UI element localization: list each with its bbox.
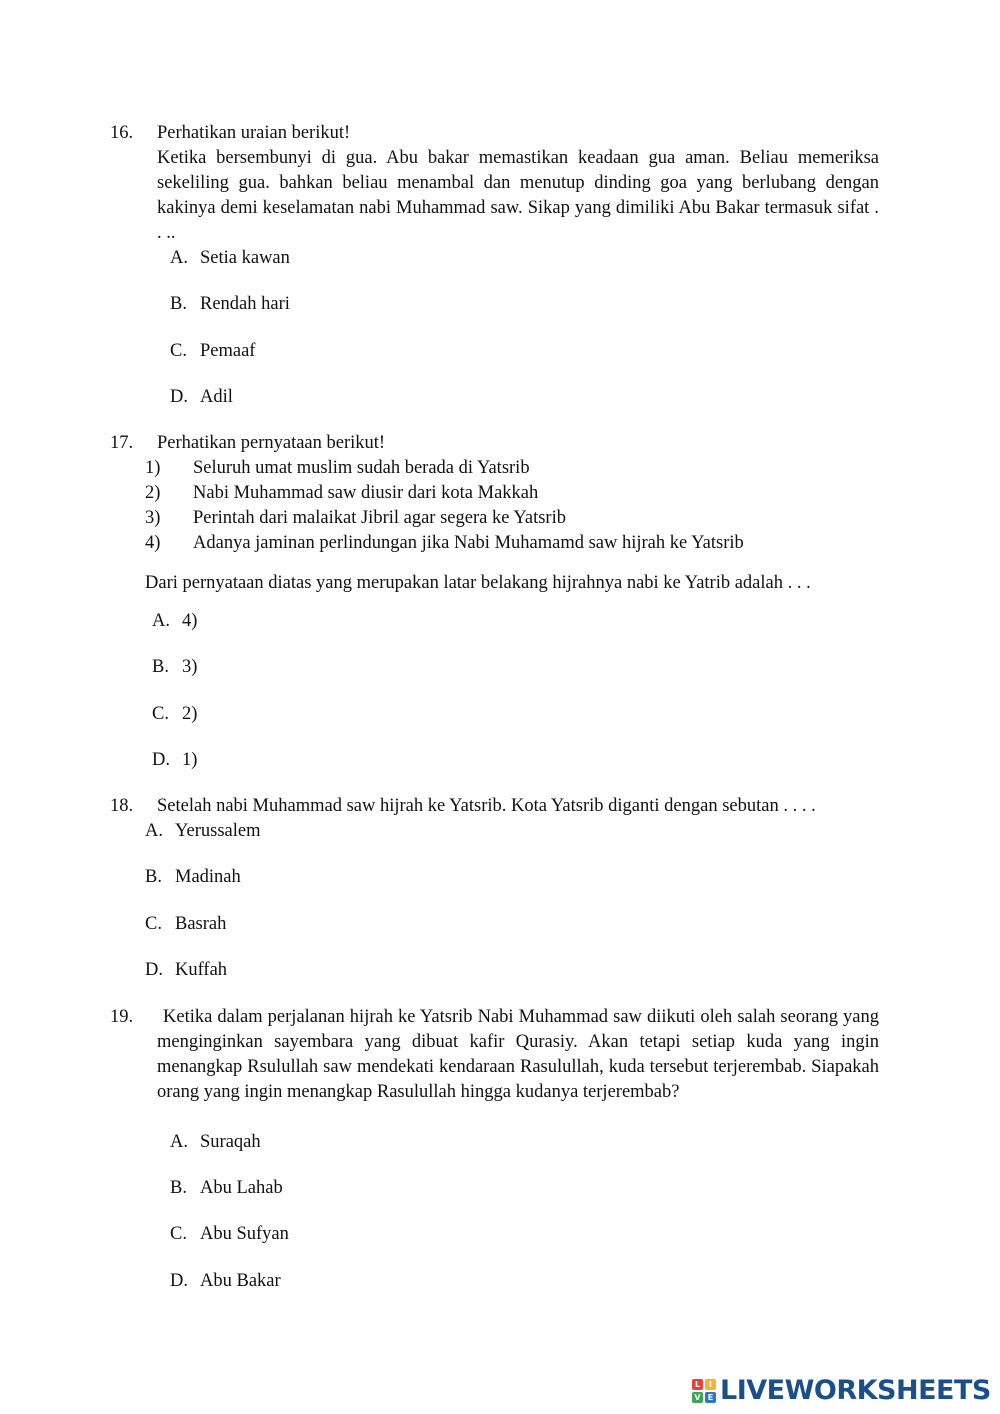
option-letter: C. (152, 704, 169, 724)
option-letter: A. (152, 611, 170, 631)
question-18-option-c[interactable] (145, 912, 226, 937)
question-17-option-d[interactable] (152, 748, 197, 773)
statement-number: 1) (145, 458, 161, 478)
option-text: 1) (182, 750, 198, 770)
option-text: 2) (182, 704, 198, 724)
question-17-option-a[interactable] (152, 609, 197, 634)
option-text: Setia kawan (200, 248, 290, 268)
question-16-text: Ketika bersembunyi di gua. Abu bakar memastikan keadaan gua aman. Beliau memeriksa sekeliling gua. bahkan beliau menambal dan menutup dinding goa yang berlubang dengan kakinya demi keselamatan nabi Muhammad saw. Sikap yang dimiliki Abu Bakar termasuk sifat . . .. (157, 148, 879, 243)
logo-text: LIVEWORKSHEETS (720, 1375, 991, 1406)
logo-tile-red: L (692, 1379, 703, 1390)
option-letter: C. (170, 1224, 187, 1244)
question-16-option-d[interactable] (170, 385, 233, 410)
option-letter: D. (170, 387, 188, 407)
option-text: 4) (182, 611, 198, 631)
statement-number: 4) (145, 533, 161, 553)
logo-tile-yellow: I (705, 1379, 716, 1390)
question-18-intro: Setelah nabi Muhammad saw hijrah ke Yatsrib. Kota Yatsrib diganti dengan sebutan . . . . (157, 796, 816, 816)
logo-mark-icon (692, 1379, 716, 1403)
option-text: Abu Sufyan (200, 1224, 289, 1244)
statement-text: Seluruh umat muslim sudah berada di Yatsrib (193, 458, 530, 478)
question-16-intro: Perhatikan uraian berikut! (157, 123, 351, 143)
option-letter: A. (170, 248, 188, 268)
question-18-option-d[interactable] (145, 958, 227, 983)
option-text: Pemaaf (200, 341, 256, 361)
option-text: Basrah (175, 914, 227, 934)
option-text: Madinah (175, 867, 241, 887)
statement-text: Adanya jaminan perlindungan jika Nabi Muhamamd saw hijrah ke Yatsrib (193, 533, 744, 553)
question-19-option-b[interactable] (170, 1176, 283, 1201)
question-16-option-b[interactable] (170, 292, 290, 317)
option-text: Suraqah (200, 1132, 261, 1152)
statement-text: Perintah dari malaikat Jibril agar segera ke Yatsrib (193, 508, 566, 528)
option-text: Abu Bakar (200, 1271, 281, 1291)
question-17-number: 17. (110, 433, 134, 453)
statement-text: Nabi Muhammad saw diusir dari kota Makkah (193, 483, 539, 503)
option-text: Yerussalem (175, 821, 261, 841)
question-19-text: Ketika dalam perjalanan hijrah ke Yatsrib Nabi Muhammad saw diikuti oleh salah seorang yang menginginkan sayembara yang dibuat kafir Qurasiy. Akan tetapi setiap kuda yang ingin menangkap Rsulullah saw mendekati kendaraan Rasulullah, kuda tersebut terjerembab. Siapakah orang yang ingin menangkap Rasulullah hingga kudanya terjerembab? (157, 1007, 879, 1102)
question-17-question: Dari pernyataan diatas yang merupakan latar belakang hijrahnya nabi ke Yatrib adalah . . . (145, 573, 811, 593)
option-letter: A. (145, 821, 163, 841)
option-text: Abu Lahab (200, 1178, 283, 1198)
question-17-intro: Perhatikan pernyataan berikut! (157, 433, 386, 453)
logo-tile-blue: E (705, 1392, 716, 1403)
statement-number: 3) (145, 508, 161, 528)
option-letter: B. (145, 867, 162, 887)
option-letter: B. (170, 294, 187, 314)
option-letter: D. (170, 1271, 188, 1291)
option-text: 3) (182, 657, 198, 677)
question-19-option-c[interactable] (170, 1222, 289, 1247)
question-16-number: 16. (110, 123, 134, 143)
option-letter: D. (145, 960, 163, 980)
statement-number: 2) (145, 483, 161, 503)
question-16-option-a[interactable] (170, 246, 290, 271)
option-text: Kuffah (175, 960, 228, 980)
option-text: Rendah hari (200, 294, 290, 314)
question-19-option-d[interactable] (170, 1269, 281, 1294)
question-19-number: 19. (110, 1007, 134, 1027)
question-16-option-c[interactable] (170, 339, 255, 364)
option-letter: C. (145, 914, 162, 934)
logo-tile-green: V (692, 1392, 703, 1403)
question-17-option-b[interactable] (152, 655, 197, 680)
option-letter: B. (152, 657, 169, 677)
option-letter: B. (170, 1178, 187, 1198)
option-letter: C. (170, 341, 187, 361)
option-text: Adil (200, 387, 233, 407)
option-letter: A. (170, 1132, 188, 1152)
question-18-option-a[interactable] (145, 819, 260, 844)
question-18-number: 18. (110, 796, 134, 816)
question-19-option-a[interactable] (170, 1130, 261, 1155)
question-18-option-b[interactable] (145, 865, 241, 890)
question-17-option-c[interactable] (152, 702, 197, 727)
option-letter: D. (152, 750, 170, 770)
liveworksheets-logo (692, 1376, 991, 1406)
